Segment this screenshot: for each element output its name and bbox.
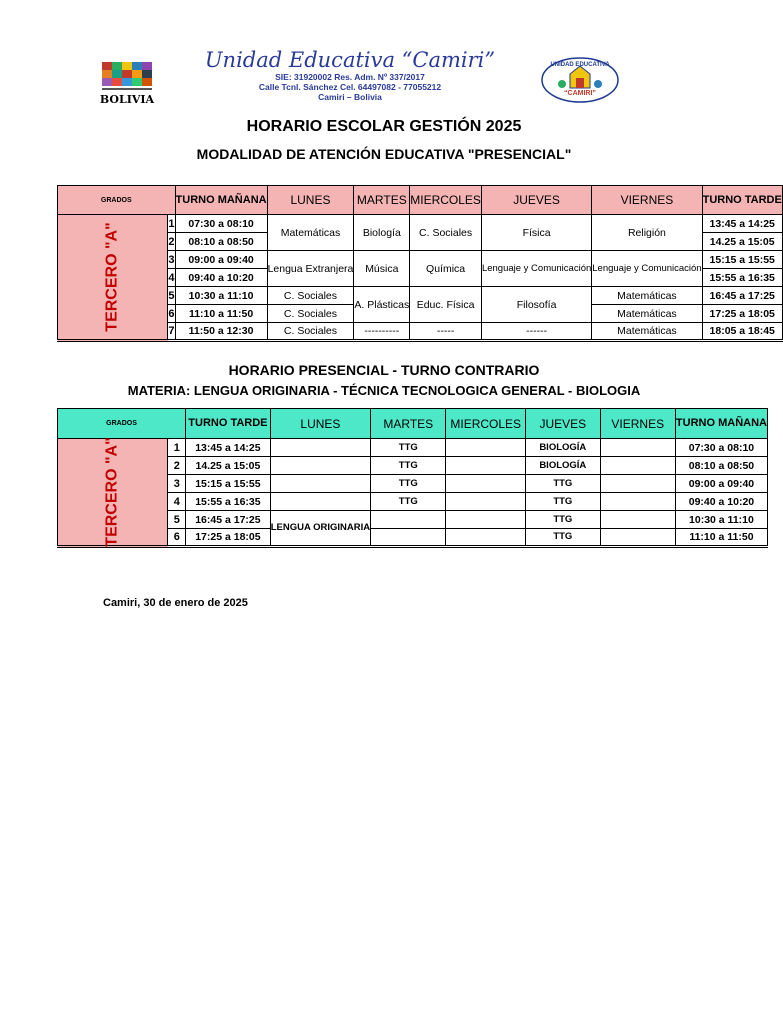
- period-number: 3: [168, 251, 175, 269]
- period-number: 6: [168, 305, 175, 323]
- header-martes: MARTES: [354, 186, 410, 215]
- table-header-row: [58, 409, 768, 439]
- subject-lunes: [270, 457, 370, 475]
- subject-jueves: BIOLOGÍA: [525, 439, 600, 457]
- subject-lunes: Lengua Extranjera: [267, 251, 354, 287]
- subject-viernes: [600, 493, 675, 511]
- subject-lunes: C. Sociales: [267, 305, 354, 323]
- subject-jueves: Lenguaje y Comunicación: [481, 251, 591, 287]
- subject-martes: TTG: [371, 475, 446, 493]
- table-row: [58, 439, 768, 457]
- time-afternoon: 17:25 a 18:05: [702, 305, 782, 323]
- period-number: 5: [168, 287, 175, 305]
- subject-lunes: [270, 493, 370, 511]
- schedule-table-turno-contrario: [57, 408, 768, 548]
- table-row: [58, 215, 783, 233]
- header-miercoles: MIERCOLES: [410, 186, 482, 215]
- subject-lunes: [270, 475, 370, 493]
- period-number: 3: [168, 475, 186, 493]
- subject-lunes: C. Sociales: [267, 287, 354, 305]
- bolivia-logo-text: BOLIVIA: [99, 93, 155, 106]
- subject-miercoles: [446, 493, 526, 511]
- time-afternoon: 17:25 a 18:05: [186, 529, 271, 547]
- header-turno-manana: TURNO MAÑANA: [175, 186, 267, 215]
- time-morning: 07:30 a 08:10: [675, 439, 767, 457]
- header-jueves: JUEVES: [525, 409, 600, 439]
- school-info-line2: Calle Tcnl. Sánchez Cel. 64497082 - 77055212: [258, 82, 442, 92]
- subject-miercoles: [446, 475, 526, 493]
- school-name: Unidad Educativa “Camiri”: [204, 48, 496, 72]
- time-afternoon: 15:15 a 15:55: [702, 251, 782, 269]
- header-viernes: VIERNES: [592, 186, 702, 215]
- subject-jueves: Filosofía: [481, 287, 591, 323]
- school-crest-top-text: UNIDAD EDUCATIVA: [550, 62, 610, 68]
- modality-subtitle: MODALIDAD DE ATENCIÓN EDUCATIVA "PRESENCIAL": [196, 146, 572, 162]
- time-afternoon: 16:45 a 17:25: [702, 287, 782, 305]
- page-title: HORARIO ESCOLAR GESTIÓN 2025: [246, 118, 522, 135]
- time-morning: 09:40 a 10:20: [675, 493, 767, 511]
- subject-martes: TTG: [371, 457, 446, 475]
- header-jueves: JUEVES: [481, 186, 591, 215]
- subject-viernes: Matemáticas: [592, 323, 702, 341]
- subject-lunes: LENGUA ORIGINARIA: [270, 511, 370, 547]
- subject-viernes: [600, 475, 675, 493]
- time-afternoon: 15:15 a 15:55: [186, 475, 271, 493]
- time-afternoon: 14.25 a 15:05: [186, 457, 271, 475]
- time-morning: 09:40 a 10:20: [175, 269, 267, 287]
- period-number: 5: [168, 511, 186, 529]
- time-afternoon: 15:55 a 16:35: [702, 269, 782, 287]
- subject-miercoles: -----: [410, 323, 482, 341]
- school-info-line3: Camiri – Bolivia: [318, 92, 382, 102]
- schedule-table-presencial: [57, 185, 783, 342]
- subject-martes: Música: [354, 251, 410, 287]
- time-morning: 10:30 a 11:10: [175, 287, 267, 305]
- subject-viernes: [600, 529, 675, 547]
- subject-miercoles: C. Sociales: [410, 215, 482, 251]
- time-afternoon: 13:45 a 14:25: [186, 439, 271, 457]
- subject-martes: [371, 529, 446, 547]
- time-morning: 09:00 a 09:40: [675, 475, 767, 493]
- subject-miercoles: [446, 511, 526, 529]
- time-morning: 10:30 a 11:10: [675, 511, 767, 529]
- time-afternoon: 13:45 a 14:25: [702, 215, 782, 233]
- subject-viernes: [600, 511, 675, 529]
- time-morning: 09:00 a 09:40: [175, 251, 267, 269]
- header-grados: GRADOS: [58, 186, 176, 215]
- time-afternoon: 15:55 a 16:35: [186, 493, 271, 511]
- time-morning: 11:10 a 11:50: [175, 305, 267, 323]
- subject-miercoles: Química: [410, 251, 482, 287]
- subject-martes: ----------: [354, 323, 410, 341]
- subject-lunes: [270, 439, 370, 457]
- subject-viernes: [600, 457, 675, 475]
- period-number: 7: [168, 323, 175, 341]
- subject-miercoles: Educ. Física: [410, 287, 482, 323]
- subject-viernes: Matemáticas: [592, 287, 702, 305]
- time-morning: 11:10 a 11:50: [675, 529, 767, 547]
- header-lunes: LUNES: [267, 186, 354, 215]
- time-morning: 11:50 a 12:30: [175, 323, 267, 341]
- table-header-row: [58, 186, 783, 215]
- time-morning: 08:10 a 08:50: [175, 233, 267, 251]
- subject-jueves: ------: [481, 323, 591, 341]
- period-number: 2: [168, 457, 186, 475]
- grade-label: TERCERO "A": [103, 437, 121, 547]
- grade-cell: [58, 215, 168, 341]
- header-turno-tarde: TURNO TARDE: [702, 186, 782, 215]
- header-martes: MARTES: [371, 409, 446, 439]
- time-morning: 08:10 a 08:50: [675, 457, 767, 475]
- subject-miercoles: [446, 457, 526, 475]
- subject-martes: A. Plásticas: [354, 287, 410, 323]
- subject-jueves: TTG: [525, 475, 600, 493]
- period-number: 6: [168, 529, 186, 547]
- subject-martes: Biología: [354, 215, 410, 251]
- subject-jueves: Física: [481, 215, 591, 251]
- time-afternoon: 18:05 a 18:45: [702, 323, 782, 341]
- subject-jueves: TTG: [525, 529, 600, 547]
- period-number: 4: [168, 269, 175, 287]
- period-number: 1: [168, 439, 186, 457]
- subject-miercoles: [446, 529, 526, 547]
- school-crest-bottom-text: “CAMIRI”: [564, 90, 596, 97]
- header-miercoles: MIERCOLES: [446, 409, 526, 439]
- time-morning: 07:30 a 08:10: [175, 215, 267, 233]
- school-info-line1: SIE: 31920002 Res. Adm. Nº 337/2017: [275, 72, 425, 82]
- subject-jueves: TTG: [525, 511, 600, 529]
- subject-lunes: C. Sociales: [267, 323, 354, 341]
- header-grados: GRADOS: [58, 409, 186, 439]
- subject-jueves: BIOLOGÍA: [525, 457, 600, 475]
- subject-martes: [371, 511, 446, 529]
- time-afternoon: 14.25 a 15:05: [702, 233, 782, 251]
- grade-label: TERCERO "A": [103, 222, 121, 332]
- header-turno-manana: TURNO MAÑANA: [675, 409, 767, 439]
- subject-miercoles: [446, 439, 526, 457]
- subject-martes: TTG: [371, 493, 446, 511]
- period-number: 1: [168, 215, 175, 233]
- grade-cell: [58, 439, 168, 547]
- subject-jueves: TTG: [525, 493, 600, 511]
- footer-date: Camiri, 30 de enero de 2025: [103, 597, 248, 609]
- section2-title: HORARIO PRESENCIAL - TURNO CONTRARIO: [228, 362, 540, 378]
- subject-viernes: [600, 439, 675, 457]
- header-lunes: LUNES: [270, 409, 370, 439]
- subject-viernes: Matemáticas: [592, 305, 702, 323]
- subject-lunes: Matemáticas: [267, 215, 354, 251]
- subject-viernes: Religión: [592, 215, 702, 251]
- period-number: 2: [168, 233, 175, 251]
- section2-materia: MATERIA: LENGUA ORIGINARIA - TÉCNICA TECNOLOGICA GENERAL - BIOLOGIA: [127, 383, 641, 398]
- period-number: 4: [168, 493, 186, 511]
- header-viernes: VIERNES: [600, 409, 675, 439]
- header-turno-tarde: TURNO TARDE: [186, 409, 271, 439]
- time-afternoon: 16:45 a 17:25: [186, 511, 271, 529]
- subject-martes: TTG: [371, 439, 446, 457]
- subject-viernes: Lenguaje y Comunicación: [592, 251, 702, 287]
